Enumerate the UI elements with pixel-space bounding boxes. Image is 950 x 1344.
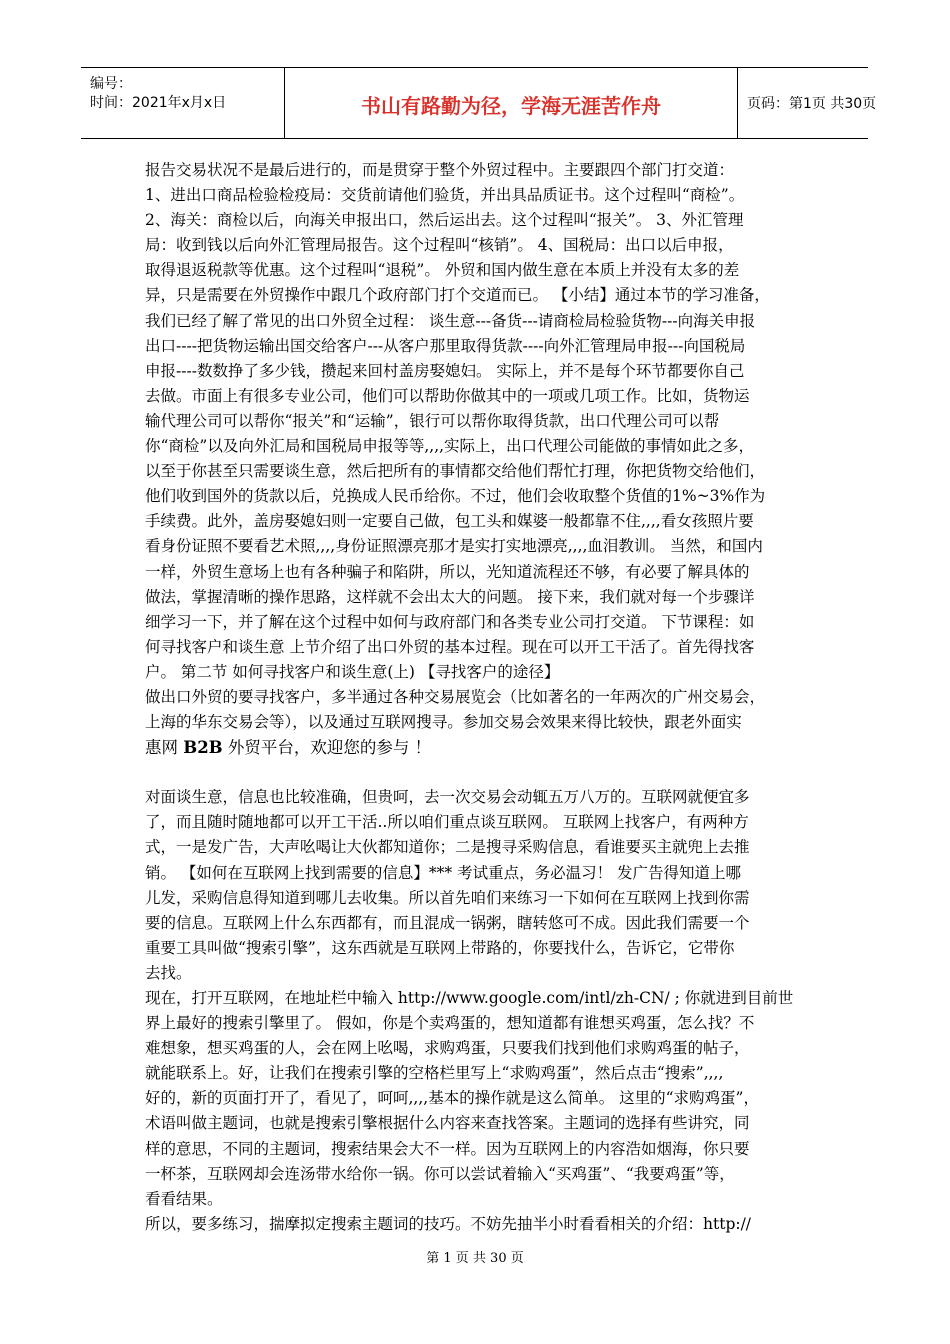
b2b-emphasis: B2B [183,738,223,758]
document-number-label: 编号： [90,76,132,92]
text-line: 术语叫做主题词，也就是搜索引擎根据什么内容来查找答案。主题词的选择有些讲究，同 [145,1114,750,1133]
text-line: 取得退返税款等优惠。这个过程叫“退税”。 外贸和国内做生意在本质上并没有太多的差 [145,261,740,280]
text-line: 销。 【如何在互联网上找到需要的信息】*** 考试重点，务必温习！ 发广告得知道上哪 [145,863,742,882]
text-line: 式，一是发广告，大声吆喝让大伙都知道你；二是搜寻采购信息，看谁要买主就兜上去推 [145,838,750,857]
text-line: 手续费。此外，盖房娶媳妇则一定要自己做，包工头和媒婆一般都靠不住,,,,看女孩照片要 [145,512,754,531]
header-page-info: 页码：第1页 共30页 [747,96,877,112]
document-date-label: 时间：2021年x月x日 [90,95,227,111]
text-line: 去做。市面上有很多专业公司，他们可以帮助你做其中的一项或几项工作。比如，货物运 [145,386,750,405]
document-header [81,67,877,139]
text-line: 样的意思，不同的主题词，搜索结果会大不一样。因为互联网上的内容浩如烟海，你只要 [145,1139,750,1158]
text-line: 做法，掌握清晰的操作思路，这样就不会出太大的问题。 接下来，我们就对每一个步骤详 [145,587,755,606]
text-line: 细学习一下，并了解在这个过程中如何与政府部门和各类专业公司打交道。 下节课程：如 [145,612,755,631]
text-line: 做出口外贸的要寻找客户，多半通过各种交易展览会（比如著名的一年两次的广州交易会， [145,687,766,706]
text-line: 儿发，采购信息得知道到哪儿去收集。所以首先咱们来练习一下如何在互联网上找到你需 [145,888,750,907]
text-line: 难想象，想买鸡蛋的人，会在网上吆喝，求购鸡蛋，只要我们找到他们求购鸡蛋的帖子， [145,1039,750,1058]
header-motto-cell [284,68,738,138]
document-body [145,158,811,1237]
text-line: 惠网 B2B 外贸平台，欢迎您的参与 ！ [145,738,432,758]
paragraph-gap [145,760,811,785]
text-line: 以至于你甚至只需要谈生意，然后把所有的事情都交给他们帮忙打理，你把货物交给他们， [145,462,766,481]
text-line: 他们收到国外的货款以后，兑换成人民币给你。不过，他们会收取整个货值的1%~3%作为 [145,487,766,506]
text-line: 好的，新的页面打开了，看见了，呵呵,,,,基本的操作就是这么简单。 这里的“求购鸡蛋”， [145,1089,759,1108]
text-line: 看看结果。 [145,1189,223,1208]
text-line: 就能联系上。好，让我们在搜索引擎的空格栏里写上“求购鸡蛋”，然后点击“搜索”,,,, [145,1064,724,1083]
text-line: 我们已经了解了常见的出口外贸全过程： 谈生意---备货---请商检局检验货物---向海关申报 [145,311,756,330]
text-line: 一杯茶，互联网却会连汤带水给你一锅。你可以尝试着输入“买鸡蛋”、“我要鸡蛋”等， [145,1164,735,1183]
text-line: 上海的华东交易会等），以及通过互联网搜寻。参加交易会效果来得比较快，跟老外面实 [145,713,742,732]
text-line: 1、进出口商品检验检疫局：交货前请他们验货，并出具品质证书。这个过程叫“商检”。 [145,186,745,205]
text-line: 了，而且随时随地都可以开工干活..所以咱们重点谈互联网。 互联网上找客户，有两种方 [145,813,749,832]
text-line: 报告交易状况不是最后进行的，而是贯穿于整个外贸过程中。主要跟四个部门打交道： [145,161,735,179]
text-line: 出口----把货物运输出国交给客户---从客户那里取得货款----向外汇管理局申报---向国税局 [145,336,746,355]
text-line: 现在，打开互联网，在地址栏中输入 http://www.google.com/intl/zh-CN/ ; 你就进到目前世 [145,989,794,1007]
header-info-cell [81,68,284,138]
text-line: 一样，外贸生意场上也有各种骗子和陷阱，所以，光知道流程还不够，有必要了解具体的 [145,562,750,581]
text-line: 异，只是需要在外贸操作中跟几个政府部门打个交道而已。 【小结】通过本节的学习准备， [145,286,770,305]
text-line: 所以，要多练习，揣摩拟定搜索主题词的技巧。不妨先抽半小时看看相关的介绍：http:// [145,1214,752,1233]
header-page-cell [737,68,877,138]
header-motto: 书山有路勤为径，学海无涯苦作舟 [361,94,661,118]
text-line: 重要工具叫做“搜索引擎”，这东西就是互联网上带路的，你要找什么，告诉它，它带你 [145,938,735,957]
text-line: 户。 第二节 如何寻找客户和谈生意(上) 【寻找客户的途径】 [145,662,560,681]
text-line: 去找。 [145,963,192,982]
text-line: 你“商检”以及向外汇局和国税局申报等等,,,,实际上，出口代理公司能做的事情如此之多， [145,437,755,456]
body-paragraph-1 [145,158,811,760]
text-line: 界上最好的搜索引擎里了。 假如，你是个卖鸡蛋的，想知道都有谁想买鸡蛋，怎么找？不 [145,1014,755,1033]
text-line: 看身份证照不要看艺术照,,,,身份证照漂亮那才是实打实地漂亮,,,,血泪教训。 当然，和国内 [145,537,763,556]
text-line: 对面谈生意，信息也比较准确，但贵呵，去一次交易会动辄五万八万的。互联网就便宜多 [145,788,750,807]
text-line: 申报----数数挣了多少钱，攒起来回村盖房娶媳妇。 实际上，并不是每个环节都要你自己 [145,361,745,380]
text-line: 2、海关：商检以后，向海关申报出口，然后运出去。这个过程叫“报关”。 3、外汇管理 [145,211,744,230]
page-footer: 第 1 页 共 30 页 [426,1251,524,1266]
text-line: 局：收到钱以后向外汇管理局报告。这个过程叫“核销”。 4、国税局：出口以后申报， [145,236,734,255]
text-line: 何寻找客户和谈生意 上节介绍了出口外贸的基本过程。现在可以开工干活了。首先得找客 [145,637,755,656]
text-line: 要的信息。互联网上什么东西都有，而且混成一锅粥，瞎转悠可不成。因此我们需要一个 [145,913,750,932]
body-paragraph-2 [145,785,811,1237]
text-line: 输代理公司可以帮你“报关”和“运输”，银行可以帮你取得货款，出口代理公司可以帮 [145,411,720,430]
